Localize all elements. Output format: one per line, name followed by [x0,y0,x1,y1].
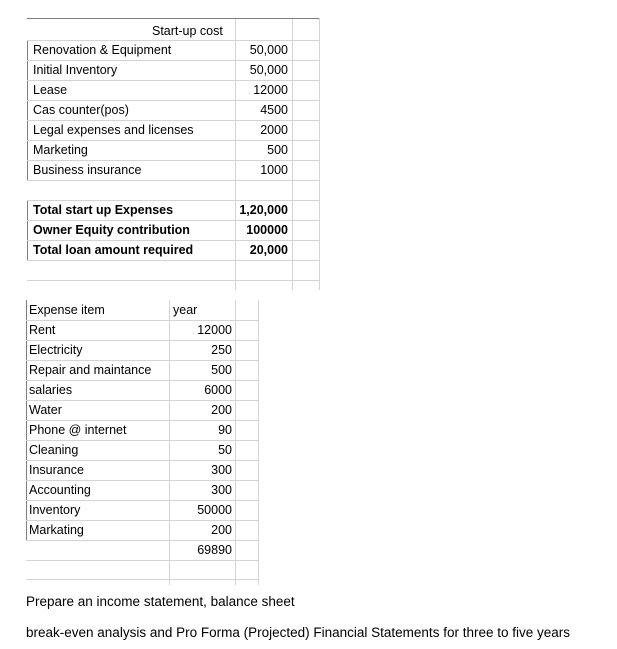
expense-row-label: Phone @ internet [29,423,127,437]
startup-row-value: 50,000 [249,43,288,57]
expense-total-value: 69890 [197,543,232,557]
expense-row-value: 200 [211,523,232,537]
startup-title: Start-up cost [152,24,223,38]
expense-row-label: Accounting [29,483,91,497]
startup-row-value: 50,000 [249,63,288,77]
startup-total-label: Total loan amount required [33,243,194,257]
startup-row-label: Business insurance [33,163,142,177]
startup-row-label: Initial Inventory [33,63,118,77]
expense-row-value: 50 [218,443,232,457]
expense-row-label: salaries [29,383,73,397]
expense-header-item: Expense item [29,303,105,317]
startup-total-label: Total start up Expenses [33,203,174,217]
startup-row-label: Cas counter(pos) [33,103,129,117]
startup-row-value: 12000 [253,83,288,97]
startup-row-value: 2000 [260,123,288,137]
expense-row-label: Insurance [29,463,84,477]
expense-row-value: 6000 [204,383,232,397]
expense-row-label: Inventory [29,503,81,517]
expense-row-label: Markating [29,523,84,537]
expense-row-label: Repair and maintance [29,363,152,377]
startup-row-value: 1000 [260,163,288,177]
expense-row-value: 200 [211,403,232,417]
expense-row-value: 50000 [197,503,232,517]
expense-row-value: 500 [211,363,232,377]
startup-row-label: Marketing [33,143,88,157]
startup-row-value: 500 [267,143,288,157]
startup-row-label: Renovation & Equipment [33,43,172,57]
startup-total-value: 1,20,000 [239,203,288,217]
startup-total-value: 100000 [246,223,288,237]
expense-row-label: Rent [29,323,56,337]
startup-total-label: Owner Equity contribution [33,223,190,237]
expense-row-label: Water [29,403,62,417]
startup-total-value: 20,000 [249,243,288,257]
expense-row-label: Cleaning [29,443,79,457]
instruction-line-1: Prepare an income statement, balance sheet [26,594,295,609]
expense-row-value: 250 [211,343,232,357]
expense-table [0,295,270,585]
instruction-line-2: break-even analysis and Pro Forma (Projected) Financial Statements for three to five years [26,625,570,640]
startup-row-value: 4500 [260,103,288,117]
startup-cost-table [0,0,330,300]
expense-row-value: 300 [211,483,232,497]
expense-row-label: Electricity [29,343,83,357]
expense-row-value: 12000 [197,323,232,337]
startup-row-label: Lease [33,83,68,97]
expense-header-period: year [173,303,198,317]
expense-row-value: 90 [218,423,232,437]
expense-row-value: 300 [211,463,232,477]
startup-row-label: Legal expenses and licenses [33,123,194,137]
